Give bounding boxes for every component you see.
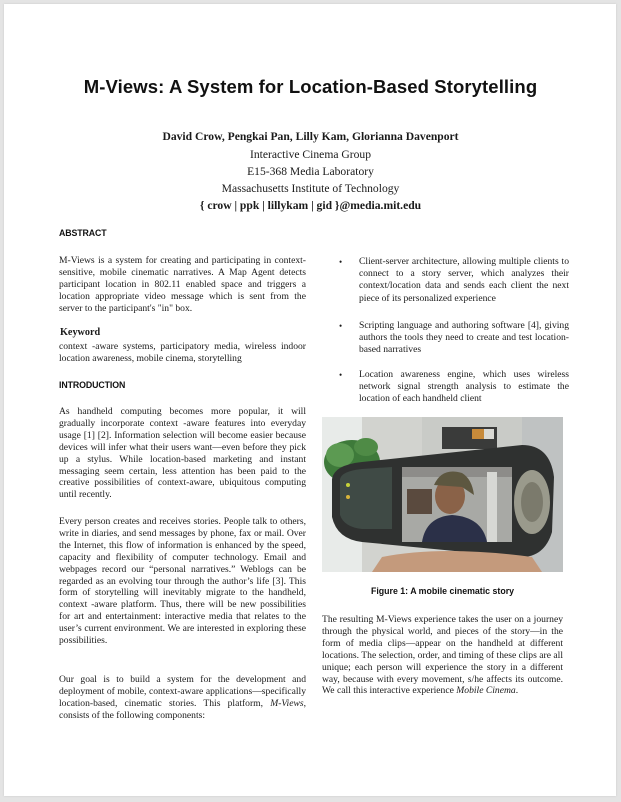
intro-paragraph-1: As handheld computing becomes more popular, it will gradually incorporate context -aware features into everyday usage [1] [2]. Information selection will become easier because devices will infer what their users want—even before they pick up a stylus. While location-based marketing and instant messaging seem certain, less attention has been paid to the creative possibilities of context-aware, ubiquitous computing until recently.	[59, 406, 306, 501]
keyword-text: context -aware systems, participatory media, wireless indoor location awareness, mobile cinema, storytelling	[59, 341, 306, 364]
intro-paragraph-3-text: Our goal is to build a system for the development and deployment of mobile, context-aware applications—specifically location-based, cinematic stories. This platform,	[59, 674, 306, 709]
figure-photo	[322, 417, 563, 572]
component-list-item	[339, 369, 571, 409]
mobile-cinema-term: Mobile Cinema	[456, 685, 516, 697]
handheld-photo-illustration	[322, 417, 563, 572]
author-list: David Crow, Pengkai Pan, Lilly Kam, Glorianna Davenport	[162, 130, 459, 143]
intro-paragraph-3-tail: , consists of the following components:	[59, 697, 307, 721]
closing-paragraph	[322, 614, 563, 697]
bullet-icon: •	[339, 370, 343, 380]
component-list-item	[339, 256, 571, 306]
intro-paragraph-3	[59, 674, 306, 722]
system-name: M-Views	[270, 697, 304, 709]
component-list-item	[339, 320, 571, 360]
component-text: Scripting language and authoring software [4], giving authors the tools they need to create and test location-based narratives	[359, 320, 569, 356]
bullet-icon: •	[339, 321, 343, 331]
figure-caption: Figure 1: A mobile cinematic story	[370, 586, 515, 596]
introduction-heading: INTRODUCTION	[59, 380, 126, 390]
abstract-text: M-Views is a system for creating and participating in context-sensitive, mobile cinematic narratives. A Map Agent detects participant location in 802.11 enabled space and triggers a location appropriate video message which is sent from the server to the participant's "in" box.	[59, 255, 306, 314]
affiliation-group: Interactive Cinema Group	[249, 148, 372, 161]
bullet-icon: •	[339, 257, 343, 267]
keyword-heading: Keyword	[60, 327, 101, 338]
paper-title: M-Views: A System for Location-Based Storytelling	[83, 76, 538, 97]
affiliation-lab: E15-368 Media Laboratory	[247, 165, 374, 178]
closing-text: The resulting M-Views experience takes the user on a journey through the physical world, and pieces of the story—in the form of media clips—appear on the handheld at different locations. The selection, order, and timing of these clips are all unique; each person will experience the story in a different way, because with every movement, s/he affects its outcome. We call this interactive experience	[322, 614, 563, 697]
component-text: Client-server architecture, allowing multiple clients to connect to a story server, which analyzes their context/location data and sends each client the next piece of its personalized experience	[359, 256, 569, 304]
closing-period: .	[515, 685, 519, 697]
abstract-heading: ABSTRACT	[59, 228, 107, 238]
author-emails: { crow | ppk | lillykam | gid }@media.mit.edu	[199, 199, 422, 212]
intro-paragraph-2: Every person creates and receives stories. People talk to others, write in diaries, and send messages by phone, fax or mail. Over the Internet, this flow of information is enhanced by the speed, capacity and flexibility of computer technology. Email and webpages record our “personal narratives.” Weblogs can be regarded as an evolving tour through the author’s life [3]. This form of storytelling will inevitably migrate to the handheld, context -aware platform. Thus, there will be new possibilities for art and entertainment: interactive media that relates to the user’s current environment. We are interested in exploring these possibilities.	[59, 516, 306, 647]
affiliation-institute: Massachusetts Institute of Technology	[221, 182, 400, 195]
component-text: Location awareness engine, which uses wireless network signal strength analysis to estimate the location of each handheld client	[359, 369, 569, 405]
